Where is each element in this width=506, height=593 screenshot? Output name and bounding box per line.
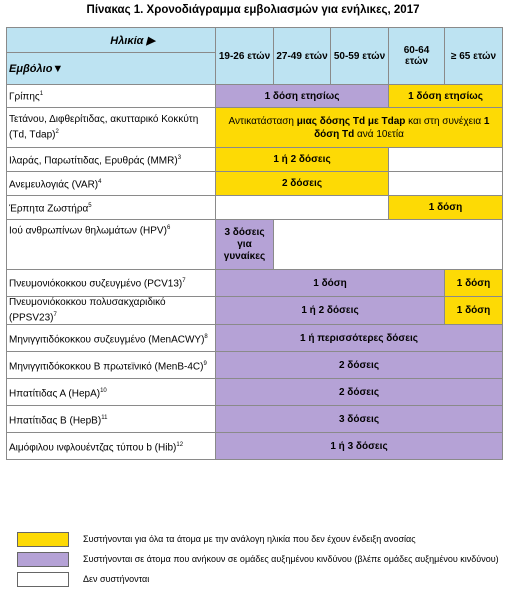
table-row [7, 379, 503, 406]
legend-swatch-white [17, 572, 69, 587]
cell-mmr-60-plus [389, 148, 503, 172]
vaccine-name: Μηνιγγιτιδόκοκκου Β πρωτεϊνικό (MenB-4C)$^9$ [7, 352, 216, 379]
cell-menacwy-all: 1 ή περισσότερες δόσεις [216, 325, 503, 352]
vaccine-axis-label: Εμβόλιο▼ [7, 53, 216, 85]
vaccine-name: Τετάνου, Διφθερίτιδας, ακυτταρικό Κοκκύτη (Td, Tdap)$^2$ [7, 108, 216, 148]
cell-mmr-19-59: 1 ή 2 δόσεις [216, 148, 389, 172]
cell-pcv13-19-64: 1 δόση [216, 270, 445, 297]
age-group-19-26: 19-26 ετών [216, 28, 274, 85]
table-row [7, 196, 503, 220]
cell-menb-all: 2 δόσεις [216, 352, 503, 379]
legend-swatch-yellow [17, 532, 69, 547]
cell-ppsv23-19-64: 1 ή 2 δόσεις [216, 297, 445, 325]
vaccination-schedule-table [6, 27, 503, 460]
vaccine-name: Ηπατίτιδας Α (HepA)$^{10}$ [7, 379, 216, 406]
vaccine-name: Γρίπης$^1$ [7, 85, 216, 108]
cell-tdap-all: Αντικατάσταση μιας δόσης Td με Tdap και στη συνέχεια 1 δόση Td ανά 10ετία [216, 108, 503, 148]
cell-hepa-all: 2 δόσεις [216, 379, 503, 406]
legend-item [17, 571, 499, 587]
cell-ppsv23-65-plus: 1 δόση [445, 297, 503, 325]
vaccine-name: Αιμόφιλου ινφλουέντζας τύπου b (Hib)$^{12}$ [7, 433, 216, 460]
cell-hib-all: 1 ή 3 δόσεις [216, 433, 503, 460]
legend-label: Δεν συστήνονται [83, 574, 150, 584]
age-group-50-59: 50-59 ετών [331, 28, 389, 85]
table-row [7, 270, 503, 297]
legend-item [17, 551, 499, 567]
table-row [7, 108, 503, 148]
vaccine-name: Ανεμευλογιάς (VAR)$^4$ [7, 172, 216, 196]
legend-label: Συστήνονται για όλα τα άτομα με την ανάλογη ηλικία που δεν έχουν ένδειξη ανοσίας [83, 534, 416, 544]
table-title: Πίνακας 1. Χρονοδιάγραμμα εμβολιασμών για ενήλικες, 2017 [86, 4, 420, 16]
table-row [7, 297, 503, 325]
cell-hepb-all: 3 δόσεις [216, 406, 503, 433]
age-axis-label: Ηλικία ▶ [7, 28, 216, 53]
legend-label: Συστήνονται σε άτομα που ανήκουν σε ομάδες αυξημένου κινδύνου (βλέπε ομάδες αυξημένου κινδύνου) [83, 554, 499, 564]
cell-pcv13-65-plus: 1 δόση [445, 270, 503, 297]
cell-hpv-27-plus [274, 220, 503, 270]
vaccine-name: Μηνιγγιτιδόκοκκου συζευγμένο (MenACWY)$^8$ [7, 325, 216, 352]
age-group-60-64: 60-64 ετών [389, 28, 445, 85]
table-row [7, 85, 503, 108]
age-group-27-49: 27-49 ετών [274, 28, 331, 85]
vaccine-name: Πνευμονιόκοκκου πολυσακχαριδικό (PPSV23)$^7$ [7, 297, 216, 325]
cell-zos-60-plus: 1 δόση [389, 196, 503, 220]
vaccine-name: Ηπατίτιδας Β (HepB)$^{11}$ [7, 406, 216, 433]
cell-flu-60-plus: 1 δόση ετησίως [389, 85, 503, 108]
legend-item [17, 531, 499, 547]
vaccine-name: Έρπητα Ζωστήρα$^5$ [7, 196, 216, 220]
table-row [7, 433, 503, 460]
table-row [7, 148, 503, 172]
table-row [7, 325, 503, 352]
cell-hpv-19-26: 3 δόσεις για γυναίκες [216, 220, 274, 270]
vaccine-name: Ιλαράς, Παρωτίτιδας, Ερυθράς (MMR)$^3$ [7, 148, 216, 172]
vaccine-name: Ιού ανθρωπίνων θηλωμάτων (HPV)$^6$ [7, 220, 216, 270]
cell-var-19-59: 2 δόσεις [216, 172, 389, 196]
table-row [7, 406, 503, 433]
legend [17, 531, 499, 591]
cell-flu-19-59: 1 δόση ετησίως [216, 85, 389, 108]
table-row [7, 352, 503, 379]
legend-swatch-purple [17, 552, 69, 567]
header-row-age [7, 28, 503, 53]
table-row [7, 172, 503, 196]
table-row [7, 220, 503, 270]
age-group-65-plus: ≥ 65 ετών [445, 28, 503, 85]
cell-zos-19-59 [216, 196, 389, 220]
cell-var-60-plus [389, 172, 503, 196]
vaccine-name: Πνευμονιόκοκκου συζευγμένο $(PCV13)^7$ [7, 270, 216, 297]
